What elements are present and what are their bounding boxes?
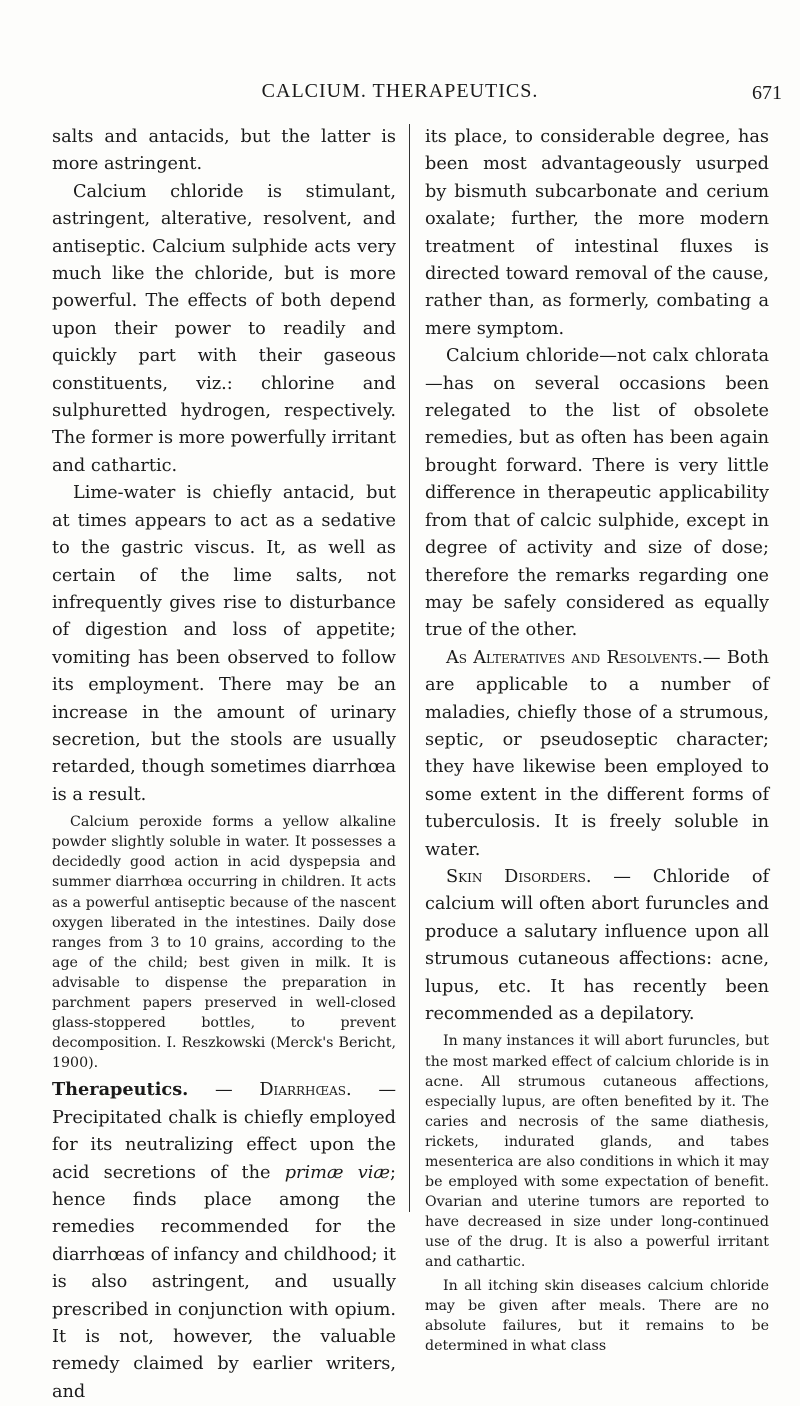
page-number: 671 [752, 82, 782, 104]
subsection-heading: Diarrhœas. [259, 1080, 352, 1101]
right-column [425, 124, 769, 1359]
running-header [0, 80, 800, 110]
italic-term: primæ viæ [284, 1162, 391, 1183]
section-heading: Therapeutics. [52, 1079, 189, 1101]
text-run: Precipitated chalk is chiefly employed for its neutralizing effect upon the acid secretions of the [52, 1107, 396, 1183]
text-run: Chloride of calcium will often abort furuncles and produce a salutary influence upon all strumous cutaneous affections: acne, lupus, etc. It has recently been recommended as a depilatory. [425, 866, 770, 1024]
subsection-heading: As Alteratives and Resolvents. [446, 647, 703, 668]
small-print-note: In all itching skin diseases calcium chloride may be given after meals. There are no absolute failures, but it remains to be determined in what class [425, 1277, 769, 1354]
paragraph: Therapeutics. — Diarrhœas. — Precipitated chalk is chiefly employed for its neutralizing effect upon the acid secretions of the primæ viæ; hence finds place among the remedies recommended for the diarrhœas of infancy and childhood; it is also astringent, and usually prescribed in conjunction with opium. It is not, however, the valuable remedy claimed by earlier writers, and [52, 1079, 397, 1402]
text-run: Both are applicable to a number of maladies, chiefly those of a strumous, septic, or pseudoseptic character; they have likewise been employed to some extent in the different forms of tuberculosis. It is freely soluble in water. [425, 647, 769, 860]
small-print-note: Calcium peroxide forms a yellow alkaline powder slightly soluble in water. It possesses a decidedly good action in acid dyspepsia and summer diarrhœa occurring in children. It acts as a powerful antiseptic because of the nascent oxygen liberated in the intestines. Daily dose ranges from 3 to 10 grains, according to the age of the child; best given in milk. It is advisable to dispense the preparation in parchment papers preserved in well-closed glass-stoppered bottles, to prevent decomposition. I. Reszkowski (Merck's Bericht, 1900). [52, 814, 396, 1072]
paragraph: Skin Disorders. — Chloride of calcium will often abort furuncles and produce a salutary influence upon all strumous cutaneous affections: acne, lupus, etc. It has recently been recommended as a depilatory. [425, 866, 770, 1024]
text-run: ; hence finds place among the remedies recommended for the diarrhœas of infancy and childhood; it is also astringent, and usually prescribed in conjunction with opium. It is not, however, the valuable remedy claimed by earlier writers, and [52, 1162, 397, 1402]
paragraph: salts and antacids, but the latter is more astringent. [52, 127, 396, 175]
paragraph: Calcium chloride is stimulant, astringent, alterative, resolvent, and antiseptic. Calcium sulphide acts very much like the chloride, but is more powerful. The effects of both depend upon their power to readily and quickly part with their gaseous constituents, viz.: chlorine and sulphuretted hydrogen, respectively. The former is more powerfully irritant and cathartic. [52, 181, 396, 476]
paragraph: Lime-water is chiefly antacid, but at times appears to act as a sedative to the gastric viscus. It, as well as certain of the lime salts, not infrequently gives rise to disturbance of digestion and loss of appetite; vomiting has been observed to follow its employment. There may be an increase in the amount of urinary secretion, but the stools are usually retarded, though sometimes diarrhœa is a result. [52, 483, 396, 805]
subsection-heading: Skin Disorders. [446, 866, 592, 887]
paragraph: its place, to considerable degree, has been most advantageously usurped by bismuth subcarbonate and cerium oxalate; further, the more modern treatment of intestinal fluxes is directed toward removal of the cause, rather than, as formerly, combating a mere symptom. [425, 127, 769, 339]
column-divider [409, 124, 410, 1212]
running-title: CALCIUM. THERAPEUTICS. [261, 80, 539, 102]
left-column [52, 124, 396, 1406]
paragraph: As Alteratives and Resolvents.— Both are applicable to a number of maladies, chiefly those of a strumous, septic, or pseudoseptic character; they have likewise been employed to some extent in the different forms of tuberculosis. It is freely soluble in water. [425, 647, 769, 860]
small-print-note: In many instances it will abort furuncles, but the most marked effect of calcium chloride is in acne. All strumous cutaneous affections, especially lupus, are often benefited by it. The caries and necrosis of the same diathesis, rickets, indurated glands, and tabes mesenterica are also conditions in which it may be employed with some expectation of benefit. Ovarian and uterine tumors are reported to have decreased in size under long-continued use of the drug. It is also a powerful irritant and cathartic. [425, 1033, 769, 1271]
paragraph: Calcium chloride—not calx chlorata—has on several occasions been relegated to the list of obsolete remedies, but as often has been again brought forward. There is very little difference in therapeutic applicability from that of calcic sulphide, except in degree of activity and size of dose; therefore the remarks regarding one may be safely considered as equally true of the other. [425, 346, 769, 641]
